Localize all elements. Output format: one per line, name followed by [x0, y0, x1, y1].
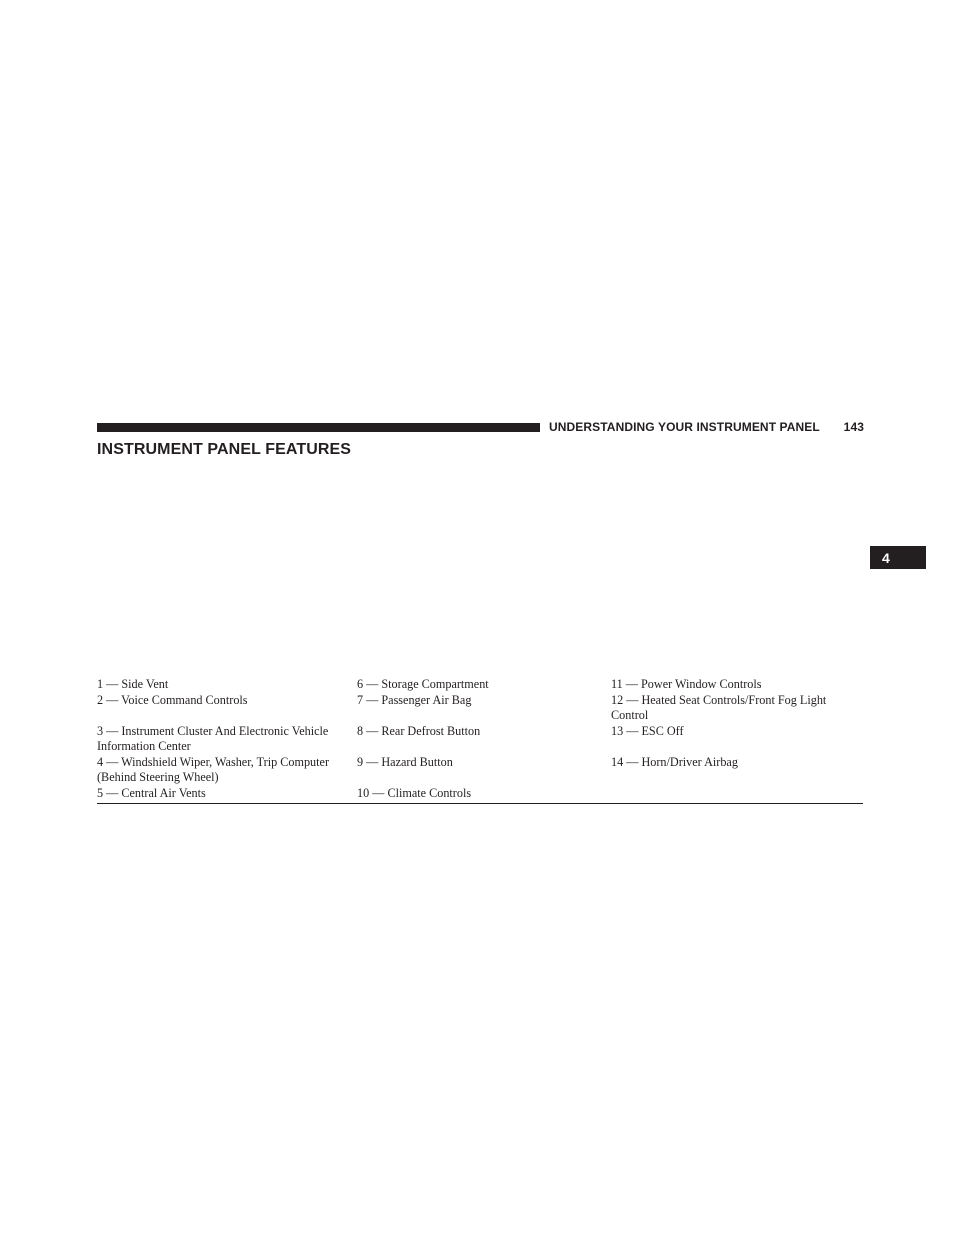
legend-item: 2 — Voice Command Controls	[97, 692, 248, 707]
page-number: 143	[843, 420, 864, 434]
legend-item: 4 — Windshield Wiper, Washer, Trip Computer (Behind Steering Wheel)	[97, 754, 329, 784]
table-row	[97, 693, 863, 724]
legend-item: 3 — Instrument Cluster And Electronic Vehicle Information Center	[97, 723, 329, 753]
legend-item: 11 — Power Window Controls	[611, 677, 762, 691]
callout-legend-table	[97, 677, 863, 801]
table-row	[97, 786, 863, 802]
legend-bottom-rule	[97, 803, 863, 804]
chapter-tab-number: 4	[882, 549, 890, 566]
legend-item: 13 — ESC Off	[611, 723, 684, 738]
legend-item: 12 — Heated Seat Controls/Front Fog Light Control	[611, 692, 827, 722]
legend-item: 5 — Central Air Vents	[97, 785, 206, 800]
legend-item: 7 — Passenger Air Bag	[357, 692, 472, 707]
running-header	[549, 419, 864, 435]
legend-item: 6 — Storage Compartment	[357, 677, 489, 691]
running-header-section-title: UNDERSTANDING YOUR INSTRUMENT PANEL	[549, 420, 820, 434]
table-row	[97, 677, 863, 693]
legend-item	[611, 786, 863, 802]
legend-item: 9 — Hazard Button	[357, 754, 453, 769]
table-row	[97, 755, 863, 786]
legend-item: 8 — Rear Defrost Button	[357, 723, 481, 738]
header-rule-bar	[97, 423, 540, 432]
legend-item: 10 — Climate Controls	[357, 785, 472, 800]
page-title: INSTRUMENT PANEL FEATURES	[97, 441, 352, 458]
table-row	[97, 724, 863, 755]
chapter-tab	[870, 546, 926, 569]
legend-item: 1 — Side Vent	[97, 677, 169, 691]
legend-item: 14 — Horn/Driver Airbag	[611, 754, 738, 769]
